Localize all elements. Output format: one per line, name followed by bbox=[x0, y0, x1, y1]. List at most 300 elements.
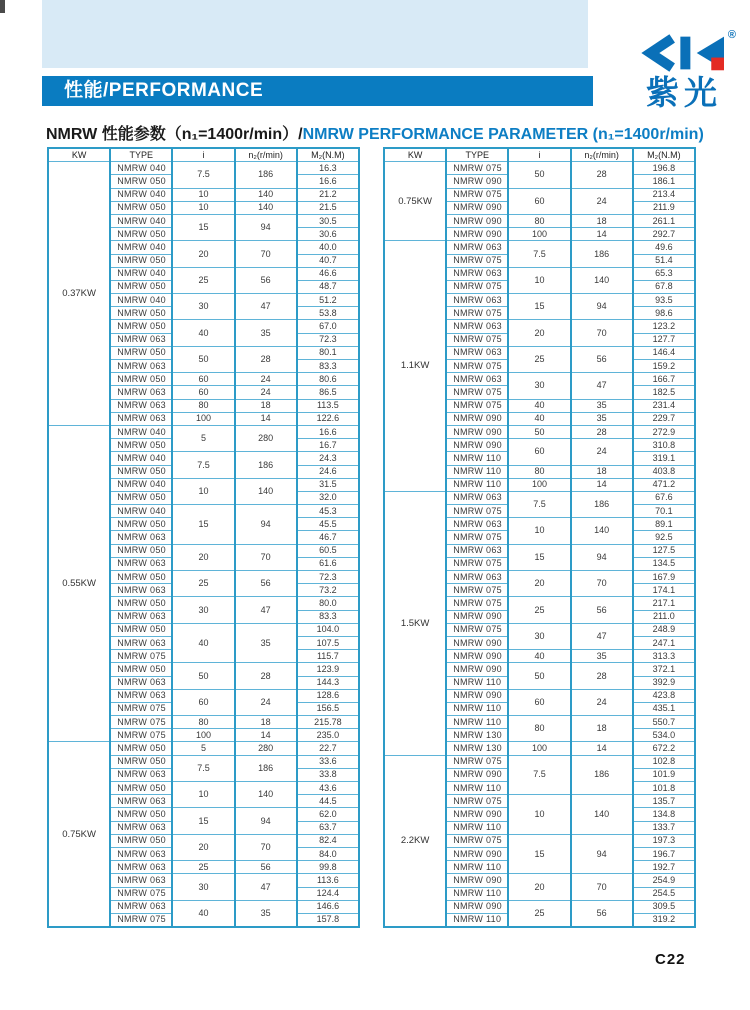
ratio-cell: 15 bbox=[508, 294, 570, 320]
torque-cell: 70.1 bbox=[633, 505, 695, 518]
speed-cell: 140 bbox=[571, 267, 633, 293]
torque-cell: 127.7 bbox=[633, 333, 695, 346]
type-cell: NMRW 110 bbox=[446, 861, 508, 874]
torque-cell: 80.0 bbox=[297, 597, 359, 610]
torque-cell: 127.5 bbox=[633, 544, 695, 557]
ratio-cell: 60 bbox=[508, 439, 570, 465]
torque-cell: 192.7 bbox=[633, 861, 695, 874]
ratio-cell: 15 bbox=[172, 214, 234, 240]
speed-cell: 35 bbox=[571, 412, 633, 425]
ratio-cell: 40 bbox=[172, 900, 234, 927]
torque-cell: 80.1 bbox=[297, 346, 359, 359]
torque-cell: 435.1 bbox=[633, 702, 695, 715]
torque-cell: 134.5 bbox=[633, 557, 695, 570]
page-number: C22 bbox=[655, 951, 686, 968]
speed-cell: 140 bbox=[235, 478, 297, 504]
torque-cell: 53.8 bbox=[297, 307, 359, 320]
type-cell: NMRW 063 bbox=[446, 294, 508, 307]
type-cell: NMRW 063 bbox=[110, 795, 172, 808]
type-cell: NMRW 050 bbox=[110, 597, 172, 610]
torque-cell: 102.8 bbox=[633, 755, 695, 768]
speed-cell: 94 bbox=[571, 834, 633, 874]
torque-cell: 73.2 bbox=[297, 584, 359, 597]
ratio-cell: 80 bbox=[508, 465, 570, 478]
speed-cell: 28 bbox=[235, 663, 297, 689]
type-cell: NMRW 063 bbox=[446, 241, 508, 254]
speed-cell: 24 bbox=[235, 689, 297, 715]
speed-cell: 56 bbox=[235, 571, 297, 597]
type-cell: NMRW 063 bbox=[446, 373, 508, 386]
type-cell: NMRW 050 bbox=[110, 544, 172, 557]
torque-cell: 48.7 bbox=[297, 280, 359, 293]
torque-cell: 124.4 bbox=[297, 887, 359, 900]
speed-cell: 70 bbox=[235, 544, 297, 570]
type-cell: NMRW 063 bbox=[110, 689, 172, 702]
type-cell: NMRW 050 bbox=[110, 439, 172, 452]
speed-cell: 94 bbox=[571, 544, 633, 570]
torque-cell: 146.6 bbox=[297, 900, 359, 913]
speed-cell: 94 bbox=[235, 214, 297, 240]
registered-trademark-symbol: ® bbox=[727, 29, 736, 41]
ratio-cell: 25 bbox=[508, 597, 570, 623]
speed-cell: 47 bbox=[235, 597, 297, 623]
type-cell: NMRW 050 bbox=[110, 755, 172, 768]
type-cell: NMRW 075 bbox=[446, 505, 508, 518]
type-cell: NMRW 075 bbox=[446, 597, 508, 610]
ratio-cell: 80 bbox=[508, 214, 570, 227]
speed-cell: 56 bbox=[571, 900, 633, 927]
speed-cell: 18 bbox=[571, 214, 633, 227]
ratio-cell: 15 bbox=[508, 834, 570, 874]
torque-cell: 392.9 bbox=[633, 676, 695, 689]
speed-cell: 28 bbox=[571, 162, 633, 188]
type-cell: NMRW 050 bbox=[110, 373, 172, 386]
type-cell: NMRW 050 bbox=[110, 201, 172, 214]
type-cell: NMRW 075 bbox=[446, 162, 508, 175]
kw-cell: 0.55KW bbox=[48, 425, 110, 742]
table-row bbox=[384, 491, 695, 504]
type-cell: NMRW 063 bbox=[446, 544, 508, 557]
torque-cell: 80.6 bbox=[297, 373, 359, 386]
speed-cell: 70 bbox=[571, 320, 633, 346]
type-cell: NMRW 090 bbox=[446, 663, 508, 676]
torque-cell: 72.3 bbox=[297, 333, 359, 346]
ratio-cell: 30 bbox=[172, 294, 234, 320]
ratio-cell: 40 bbox=[508, 412, 570, 425]
torque-cell: 21.2 bbox=[297, 188, 359, 201]
speed-cell: 140 bbox=[571, 795, 633, 835]
type-cell: NMRW 075 bbox=[110, 913, 172, 927]
speed-cell: 47 bbox=[571, 373, 633, 399]
ratio-cell: 20 bbox=[508, 320, 570, 346]
speed-cell: 35 bbox=[571, 399, 633, 412]
torque-cell: 16.7 bbox=[297, 439, 359, 452]
logo-chevron-shape bbox=[650, 38, 672, 67]
type-cell: NMRW 110 bbox=[446, 452, 508, 465]
ratio-cell: 20 bbox=[172, 834, 234, 860]
torque-cell: 45.5 bbox=[297, 518, 359, 531]
ratio-cell: 80 bbox=[508, 716, 570, 742]
type-cell: NMRW 063 bbox=[110, 399, 172, 412]
type-cell: NMRW 090 bbox=[446, 610, 508, 623]
type-cell: NMRW 063 bbox=[110, 636, 172, 649]
torque-cell: 372.1 bbox=[633, 663, 695, 676]
speed-cell: 47 bbox=[571, 623, 633, 649]
ratio-cell: 20 bbox=[508, 571, 570, 597]
torque-cell: 128.6 bbox=[297, 689, 359, 702]
ratio-cell: 7.5 bbox=[508, 755, 570, 795]
ratio-cell: 15 bbox=[172, 505, 234, 545]
torque-cell: 229.7 bbox=[633, 412, 695, 425]
speed-cell: 56 bbox=[235, 861, 297, 874]
title-english-part: NMRW PERFORMANCE PARAMETER (n₁=1400r/min) bbox=[302, 126, 704, 143]
speed-cell: 35 bbox=[235, 623, 297, 663]
speed-cell: 14 bbox=[571, 228, 633, 241]
kw-cell: 0.75KW bbox=[384, 162, 446, 241]
zik-logo-icon bbox=[638, 33, 730, 73]
ratio-cell: 7.5 bbox=[172, 162, 234, 188]
torque-cell: 215.78 bbox=[297, 716, 359, 729]
type-cell: NMRW 040 bbox=[110, 452, 172, 465]
speed-cell: 94 bbox=[235, 505, 297, 545]
speed-cell: 70 bbox=[235, 241, 297, 267]
header-band bbox=[42, 0, 588, 68]
ratio-cell: 40 bbox=[172, 320, 234, 346]
torque-cell: 272.9 bbox=[633, 425, 695, 438]
type-cell: NMRW 063 bbox=[446, 571, 508, 584]
speed-cell: 14 bbox=[571, 742, 633, 755]
type-cell: NMRW 063 bbox=[110, 900, 172, 913]
speed-cell: 47 bbox=[235, 294, 297, 320]
ratio-cell: 30 bbox=[508, 623, 570, 649]
table-row bbox=[384, 241, 695, 254]
type-cell: NMRW 050 bbox=[110, 307, 172, 320]
speed-cell: 18 bbox=[571, 716, 633, 742]
ratio-cell: 30 bbox=[172, 874, 234, 900]
type-cell: NMRW 075 bbox=[110, 650, 172, 663]
type-cell: NMRW 075 bbox=[446, 557, 508, 570]
torque-cell: 44.5 bbox=[297, 795, 359, 808]
ratio-cell: 10 bbox=[172, 201, 234, 214]
torque-cell: 159.2 bbox=[633, 360, 695, 373]
torque-cell: 254.5 bbox=[633, 887, 695, 900]
torque-cell: 261.1 bbox=[633, 214, 695, 227]
torque-cell: 313.3 bbox=[633, 650, 695, 663]
torque-cell: 60.5 bbox=[297, 544, 359, 557]
torque-cell: 62.0 bbox=[297, 808, 359, 821]
type-cell: NMRW 075 bbox=[110, 702, 172, 715]
ratio-cell: 7.5 bbox=[508, 491, 570, 517]
torque-cell: 24.3 bbox=[297, 452, 359, 465]
torque-cell: 61.6 bbox=[297, 557, 359, 570]
torque-cell: 122.6 bbox=[297, 412, 359, 425]
torque-cell: 235.0 bbox=[297, 729, 359, 742]
type-cell: NMRW 050 bbox=[110, 254, 172, 267]
torque-cell: 534.0 bbox=[633, 729, 695, 742]
ratio-cell: 50 bbox=[508, 425, 570, 438]
table-row bbox=[384, 162, 695, 175]
speed-cell: 280 bbox=[235, 425, 297, 451]
column-header: M₂(N.M) bbox=[297, 148, 359, 162]
type-cell: NMRW 063 bbox=[110, 821, 172, 834]
torque-cell: 156.5 bbox=[297, 702, 359, 715]
type-cell: NMRW 110 bbox=[446, 716, 508, 729]
type-cell: NMRW 110 bbox=[446, 887, 508, 900]
type-cell: NMRW 075 bbox=[446, 307, 508, 320]
torque-cell: 72.3 bbox=[297, 571, 359, 584]
speed-cell: 56 bbox=[235, 267, 297, 293]
torque-cell: 40.7 bbox=[297, 254, 359, 267]
type-cell: NMRW 075 bbox=[110, 729, 172, 742]
ratio-cell: 10 bbox=[508, 267, 570, 293]
type-cell: NMRW 040 bbox=[110, 478, 172, 491]
ratio-cell: 50 bbox=[508, 663, 570, 689]
torque-cell: 211.9 bbox=[633, 201, 695, 214]
ratio-cell: 40 bbox=[508, 399, 570, 412]
type-cell: NMRW 090 bbox=[446, 900, 508, 913]
type-cell: NMRW 063 bbox=[446, 518, 508, 531]
header-row bbox=[48, 148, 359, 162]
ratio-cell: 7.5 bbox=[172, 452, 234, 478]
speed-cell: 140 bbox=[235, 201, 297, 214]
torque-cell: 211.0 bbox=[633, 610, 695, 623]
section-banner bbox=[42, 76, 593, 106]
torque-cell: 144.3 bbox=[297, 676, 359, 689]
torque-cell: 92.5 bbox=[633, 531, 695, 544]
speed-cell: 14 bbox=[235, 412, 297, 425]
ratio-cell: 60 bbox=[172, 373, 234, 386]
speed-cell: 70 bbox=[571, 874, 633, 900]
torque-cell: 98.6 bbox=[633, 307, 695, 320]
torque-cell: 217.1 bbox=[633, 597, 695, 610]
brand-logo bbox=[628, 29, 740, 111]
speed-cell: 35 bbox=[235, 320, 297, 346]
type-cell: NMRW 040 bbox=[110, 241, 172, 254]
type-cell: NMRW 063 bbox=[110, 584, 172, 597]
torque-cell: 471.2 bbox=[633, 478, 695, 491]
ratio-cell: 60 bbox=[508, 188, 570, 214]
type-cell: NMRW 110 bbox=[446, 821, 508, 834]
type-cell: NMRW 130 bbox=[446, 729, 508, 742]
ratio-cell: 30 bbox=[508, 373, 570, 399]
type-cell: NMRW 063 bbox=[110, 874, 172, 887]
speed-cell: 28 bbox=[571, 425, 633, 438]
speed-cell: 14 bbox=[571, 478, 633, 491]
torque-cell: 45.3 bbox=[297, 505, 359, 518]
torque-cell: 113.5 bbox=[297, 399, 359, 412]
ratio-cell: 80 bbox=[172, 716, 234, 729]
speed-cell: 70 bbox=[235, 834, 297, 860]
torque-cell: 309.5 bbox=[633, 900, 695, 913]
logo-i-bar-shape bbox=[680, 37, 690, 70]
type-cell: NMRW 063 bbox=[110, 386, 172, 399]
type-cell: NMRW 063 bbox=[446, 267, 508, 280]
type-cell: NMRW 075 bbox=[446, 584, 508, 597]
banner-title: 性能/PERFORMANCE bbox=[64, 80, 264, 101]
type-cell: NMRW 050 bbox=[110, 782, 172, 795]
type-cell: NMRW 090 bbox=[446, 439, 508, 452]
speed-cell: 186 bbox=[235, 452, 297, 478]
type-cell: NMRW 050 bbox=[110, 175, 172, 188]
ratio-cell: 100 bbox=[172, 412, 234, 425]
type-cell: NMRW 075 bbox=[446, 755, 508, 768]
ratio-cell: 30 bbox=[172, 597, 234, 623]
column-header: n₂(r/min) bbox=[571, 148, 633, 162]
type-cell: NMRW 063 bbox=[110, 676, 172, 689]
torque-cell: 86.5 bbox=[297, 386, 359, 399]
torque-cell: 30.6 bbox=[297, 228, 359, 241]
table-title bbox=[46, 121, 704, 144]
type-cell: NMRW 063 bbox=[110, 557, 172, 570]
torque-cell: 174.1 bbox=[633, 584, 695, 597]
type-cell: NMRW 063 bbox=[110, 360, 172, 373]
type-cell: NMRW 110 bbox=[446, 478, 508, 491]
torque-cell: 310.8 bbox=[633, 439, 695, 452]
ratio-cell: 25 bbox=[508, 346, 570, 372]
type-cell: NMRW 050 bbox=[110, 346, 172, 359]
type-cell: NMRW 063 bbox=[110, 847, 172, 860]
column-header: TYPE bbox=[446, 148, 508, 162]
ratio-cell: 25 bbox=[172, 861, 234, 874]
type-cell: NMRW 075 bbox=[446, 623, 508, 636]
type-cell: NMRW 090 bbox=[446, 689, 508, 702]
type-cell: NMRW 110 bbox=[446, 702, 508, 715]
type-cell: NMRW 110 bbox=[446, 465, 508, 478]
type-cell: NMRW 075 bbox=[446, 795, 508, 808]
type-cell: NMRW 090 bbox=[446, 768, 508, 781]
torque-cell: 254.9 bbox=[633, 874, 695, 887]
ratio-cell: 50 bbox=[508, 162, 570, 188]
ratio-cell: 7.5 bbox=[508, 241, 570, 267]
type-cell: NMRW 090 bbox=[446, 228, 508, 241]
type-cell: NMRW 063 bbox=[446, 320, 508, 333]
torque-cell: 33.8 bbox=[297, 768, 359, 781]
torque-cell: 30.5 bbox=[297, 214, 359, 227]
type-cell: NMRW 090 bbox=[446, 636, 508, 649]
kw-cell: 0.75KW bbox=[48, 742, 110, 927]
ratio-cell: 80 bbox=[172, 399, 234, 412]
speed-cell: 28 bbox=[235, 346, 297, 372]
type-cell: NMRW 050 bbox=[110, 663, 172, 676]
type-cell: NMRW 090 bbox=[446, 412, 508, 425]
speed-cell: 94 bbox=[571, 294, 633, 320]
torque-cell: 113.6 bbox=[297, 874, 359, 887]
type-cell: NMRW 063 bbox=[110, 531, 172, 544]
ratio-cell: 10 bbox=[508, 795, 570, 835]
speed-cell: 47 bbox=[235, 874, 297, 900]
type-cell: NMRW 075 bbox=[446, 188, 508, 201]
table-row bbox=[48, 162, 359, 175]
torque-cell: 107.5 bbox=[297, 636, 359, 649]
column-header: KW bbox=[48, 148, 110, 162]
column-header: i bbox=[172, 148, 234, 162]
type-cell: NMRW 075 bbox=[446, 386, 508, 399]
torque-cell: 292.7 bbox=[633, 228, 695, 241]
ratio-cell: 100 bbox=[508, 478, 570, 491]
torque-cell: 43.6 bbox=[297, 782, 359, 795]
ratio-cell: 40 bbox=[172, 623, 234, 663]
torque-cell: 67.8 bbox=[633, 280, 695, 293]
type-cell: NMRW 050 bbox=[110, 228, 172, 241]
ratio-cell: 10 bbox=[172, 782, 234, 808]
speed-cell: 186 bbox=[235, 755, 297, 781]
type-cell: NMRW 075 bbox=[446, 360, 508, 373]
torque-cell: 49.6 bbox=[633, 241, 695, 254]
torque-cell: 104.0 bbox=[297, 623, 359, 636]
torque-cell: 63.7 bbox=[297, 821, 359, 834]
torque-cell: 248.9 bbox=[633, 623, 695, 636]
header-row bbox=[384, 148, 695, 162]
type-cell: NMRW 040 bbox=[110, 425, 172, 438]
torque-cell: 213.4 bbox=[633, 188, 695, 201]
type-cell: NMRW 090 bbox=[446, 214, 508, 227]
type-cell: NMRW 050 bbox=[110, 623, 172, 636]
torque-cell: 423.8 bbox=[633, 689, 695, 702]
table-row bbox=[48, 742, 359, 755]
ratio-cell: 60 bbox=[508, 689, 570, 715]
torque-cell: 32.0 bbox=[297, 491, 359, 504]
type-cell: NMRW 050 bbox=[110, 742, 172, 755]
type-cell: NMRW 040 bbox=[110, 214, 172, 227]
torque-cell: 65.3 bbox=[633, 267, 695, 280]
ratio-cell: 50 bbox=[172, 346, 234, 372]
type-cell: NMRW 040 bbox=[110, 267, 172, 280]
type-cell: NMRW 050 bbox=[110, 491, 172, 504]
speed-cell: 56 bbox=[571, 346, 633, 372]
speed-cell: 280 bbox=[235, 742, 297, 755]
torque-cell: 16.3 bbox=[297, 162, 359, 175]
type-cell: NMRW 063 bbox=[110, 333, 172, 346]
type-cell: NMRW 040 bbox=[110, 294, 172, 307]
torque-cell: 135.7 bbox=[633, 795, 695, 808]
type-cell: NMRW 050 bbox=[110, 518, 172, 531]
speed-cell: 24 bbox=[571, 439, 633, 465]
torque-cell: 196.7 bbox=[633, 847, 695, 860]
speed-cell: 24 bbox=[571, 188, 633, 214]
kw-cell: 0.37KW bbox=[48, 162, 110, 426]
torque-cell: 82.4 bbox=[297, 834, 359, 847]
table-row bbox=[48, 425, 359, 438]
kw-cell: 1.5KW bbox=[384, 491, 446, 755]
speed-cell: 140 bbox=[235, 188, 297, 201]
ratio-cell: 25 bbox=[172, 571, 234, 597]
torque-cell: 21.5 bbox=[297, 201, 359, 214]
type-cell: NMRW 063 bbox=[110, 768, 172, 781]
torque-cell: 319.1 bbox=[633, 452, 695, 465]
type-cell: NMRW 040 bbox=[110, 505, 172, 518]
torque-cell: 67.6 bbox=[633, 491, 695, 504]
column-header: KW bbox=[384, 148, 446, 162]
ratio-cell: 25 bbox=[172, 267, 234, 293]
torque-cell: 231.4 bbox=[633, 399, 695, 412]
performance-table-left bbox=[47, 147, 360, 928]
ratio-cell: 5 bbox=[172, 425, 234, 451]
type-cell: NMRW 075 bbox=[446, 531, 508, 544]
type-cell: NMRW 130 bbox=[446, 742, 508, 755]
torque-cell: 186.1 bbox=[633, 175, 695, 188]
type-cell: NMRW 110 bbox=[446, 782, 508, 795]
ratio-cell: 100 bbox=[172, 729, 234, 742]
torque-cell: 99.8 bbox=[297, 861, 359, 874]
torque-cell: 550.7 bbox=[633, 716, 695, 729]
column-header: M₂(N.M) bbox=[633, 148, 695, 162]
type-cell: NMRW 075 bbox=[110, 887, 172, 900]
speed-cell: 18 bbox=[235, 716, 297, 729]
type-cell: NMRW 090 bbox=[446, 874, 508, 887]
type-cell: NMRW 063 bbox=[110, 610, 172, 623]
ratio-cell: 5 bbox=[172, 742, 234, 755]
column-header: i bbox=[508, 148, 570, 162]
